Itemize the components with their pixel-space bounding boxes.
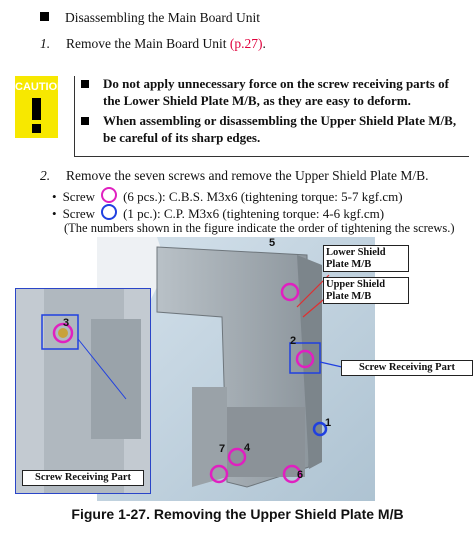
square-bullet-icon xyxy=(81,117,89,125)
screw-spec-magenta xyxy=(52,187,403,205)
exclamation-dot xyxy=(32,124,41,133)
dot-bullet-icon: • xyxy=(52,189,57,204)
step-number: 2. xyxy=(40,168,51,183)
step-2 xyxy=(40,168,429,184)
magenta-circle-icon xyxy=(101,187,117,203)
step-1 xyxy=(40,36,266,52)
order-number-7: 7 xyxy=(219,443,226,455)
caution-item xyxy=(81,113,469,146)
screw-prefix: Screw xyxy=(62,189,96,204)
order-number-2: 2 xyxy=(290,335,297,347)
closeup-inset xyxy=(15,288,151,494)
screw-receiving-label-right: Screw Receiving Part xyxy=(341,360,473,376)
lower-shield-label: Lower Shield Plate M/B xyxy=(323,245,409,272)
caution-item-text: Do not apply unnecessary force on the screw receiving parts of the Lower Shield Plate M/B, as they are easy to deform. xyxy=(103,76,449,108)
dot-bullet-icon: • xyxy=(52,206,57,221)
order-number-1: 1 xyxy=(325,417,332,429)
page-link[interactable]: (p.27) xyxy=(229,36,263,51)
order-number-3: 3 xyxy=(63,317,70,329)
step-text: Remove the Main Board Unit xyxy=(66,36,230,51)
figure-caption: Figure 1-27. Removing the Upper Shield Plate M/B xyxy=(71,506,404,522)
heading-text: Disassembling the Main Board Unit xyxy=(65,10,260,25)
order-number-6: 6 xyxy=(297,469,304,481)
exclamation-bar xyxy=(32,98,41,120)
step-number: 1. xyxy=(40,36,51,51)
step-text-end: . xyxy=(262,36,266,51)
square-bullet-icon xyxy=(40,12,49,21)
order-number-5: 5 xyxy=(269,237,276,249)
screw-receiving-label-inset: Screw Receiving Part xyxy=(22,470,144,486)
order-number-4: 4 xyxy=(244,442,251,454)
upper-shield-label: Upper Shield Plate M/B xyxy=(323,277,409,304)
blue-circle-icon xyxy=(101,204,117,220)
caution-list xyxy=(74,76,469,157)
closeup-illustration xyxy=(16,289,150,493)
caution-item xyxy=(81,76,469,109)
caution-label: CAUTION xyxy=(15,81,66,93)
screw-spec-blue xyxy=(52,204,384,222)
screw-desc: (6 pcs.): C.B.S. M3x6 (tightening torque: 5-7 kgf.cm) xyxy=(123,189,403,204)
caution-item-text: When assembling or disassembling the Upper Shield Plate M/B, be careful of its sharp edges. xyxy=(103,113,457,145)
caution-icon xyxy=(15,76,66,138)
square-bullet-icon xyxy=(81,80,89,88)
section-heading xyxy=(40,10,260,26)
step-text: Remove the seven screws and remove the Upper Shield Plate M/B. xyxy=(66,168,429,183)
screw-prefix: Screw xyxy=(62,206,96,221)
tightening-note: (The numbers shown in the figure indicate the order of tightening the screws.) xyxy=(64,221,455,235)
screw-desc: (1 pc.): C.P. M3x6 (tightening torque: 4-6 kgf.cm) xyxy=(123,206,385,221)
